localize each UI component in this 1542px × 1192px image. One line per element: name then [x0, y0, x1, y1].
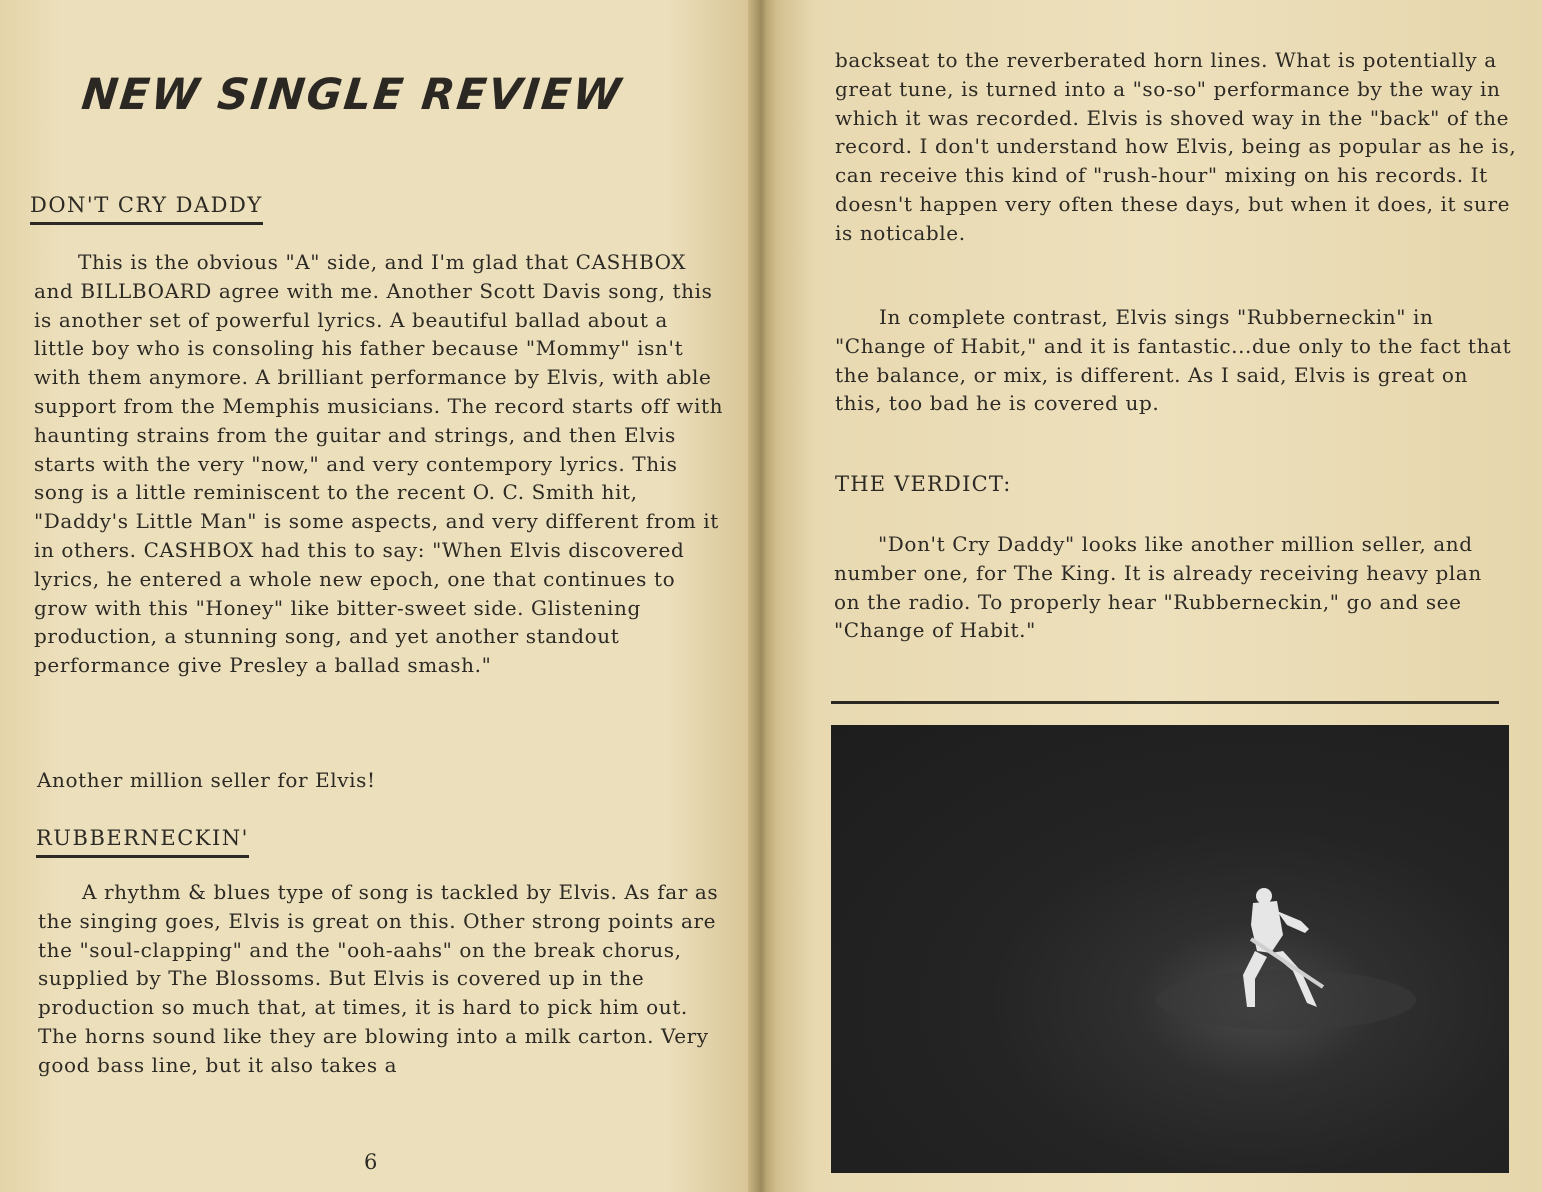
- section-heading-rubberneckin: RUBBERNECKIN': [36, 826, 249, 858]
- verdict-label: THE VERDICT:: [835, 472, 1012, 496]
- review-text: This is the obvious "A" side, and I'm glad that CASHBOX and BILLBOARD agree with me. Another Scott Davis song, this is another set of powerful lyrics. A beautiful ballad about a little boy who is consoling his father because "Mommy" isn't with them anymore. A brilliant performance by Elvis, with able support from the Memphis musicians. The record starts off with haunting strains from the guitar and strings, and then Elvis starts with the very "now," and very contempory lyrics. This song is a little reminiscent to the recent O. C. Smith hit, "Daddy's Little Man" is some aspects, and very different from it in others. CASHBOX had this to say: "When Elvis discovered lyrics, he entered a whole new epoch, one that continues to grow with this "Honey" like bitter-sweet side. Glistening production, a stunning song, and yet another standout performance give Presley a ballad smash.": [34, 250, 724, 678]
- contrast-text: In complete contrast, Elvis sings "Rubberneckin" in "Change of Habit," and it is fantastic...due only to the fact that the balance, or mix, is different. As I said, Elvis is great on this, too bad he is covered up.: [835, 305, 1512, 416]
- left-page: [0, 0, 758, 1192]
- section-heading-dont-cry-daddy: DON'T CRY DADDY: [30, 193, 263, 225]
- page-number: 6: [364, 1150, 378, 1174]
- performance-photo: [831, 725, 1509, 1173]
- page-title: NEW SINGLE REVIEW: [79, 70, 625, 120]
- review-paragraph-dont-cry-daddy: [34, 248, 724, 680]
- verdict-text: "Don't Cry Daddy" looks like another million seller, and number one, for The King. It is already receiving heavy plan on the radio. To properly hear "Rubberneckin," go and see "Change of Habit.": [834, 532, 1482, 643]
- verdict-paragraph: [834, 530, 1514, 645]
- review-text: A rhythm & blues type of song is tackled by Elvis. As far as the singing goes, Elvis is great on this. Other strong points are the "soul-clapping" and the "ooh-aahs" on the break chorus, supplied by The Blossoms. But Elvis is covered up in the production so much that, at times, it is hard to pick him out. The horns sound like they are blowing into a milk carton. Very good bass line, but it also takes a: [38, 880, 719, 1077]
- divider-rule: [831, 701, 1499, 704]
- closing-line: Another million seller for Elvis!: [37, 768, 376, 792]
- continuation-paragraph: backseat to the reverberated horn lines. What is potentially a great tune, is turned into a "so-so" performance by the way in which it was recorded. Elvis is shoved way in the "back" of the record. I don't understand how Elvis, being as popular as he is, can receive this kind of "rush-hour" mixing on his records. It doesn't happen very often these days, but when it does, it sure is noticable.: [835, 48, 1517, 245]
- contrast-paragraph: [835, 303, 1515, 418]
- binding-gutter: [748, 0, 778, 1192]
- performer-silhouette: [831, 725, 1509, 1173]
- review-paragraph-rubberneckin: [38, 878, 728, 1080]
